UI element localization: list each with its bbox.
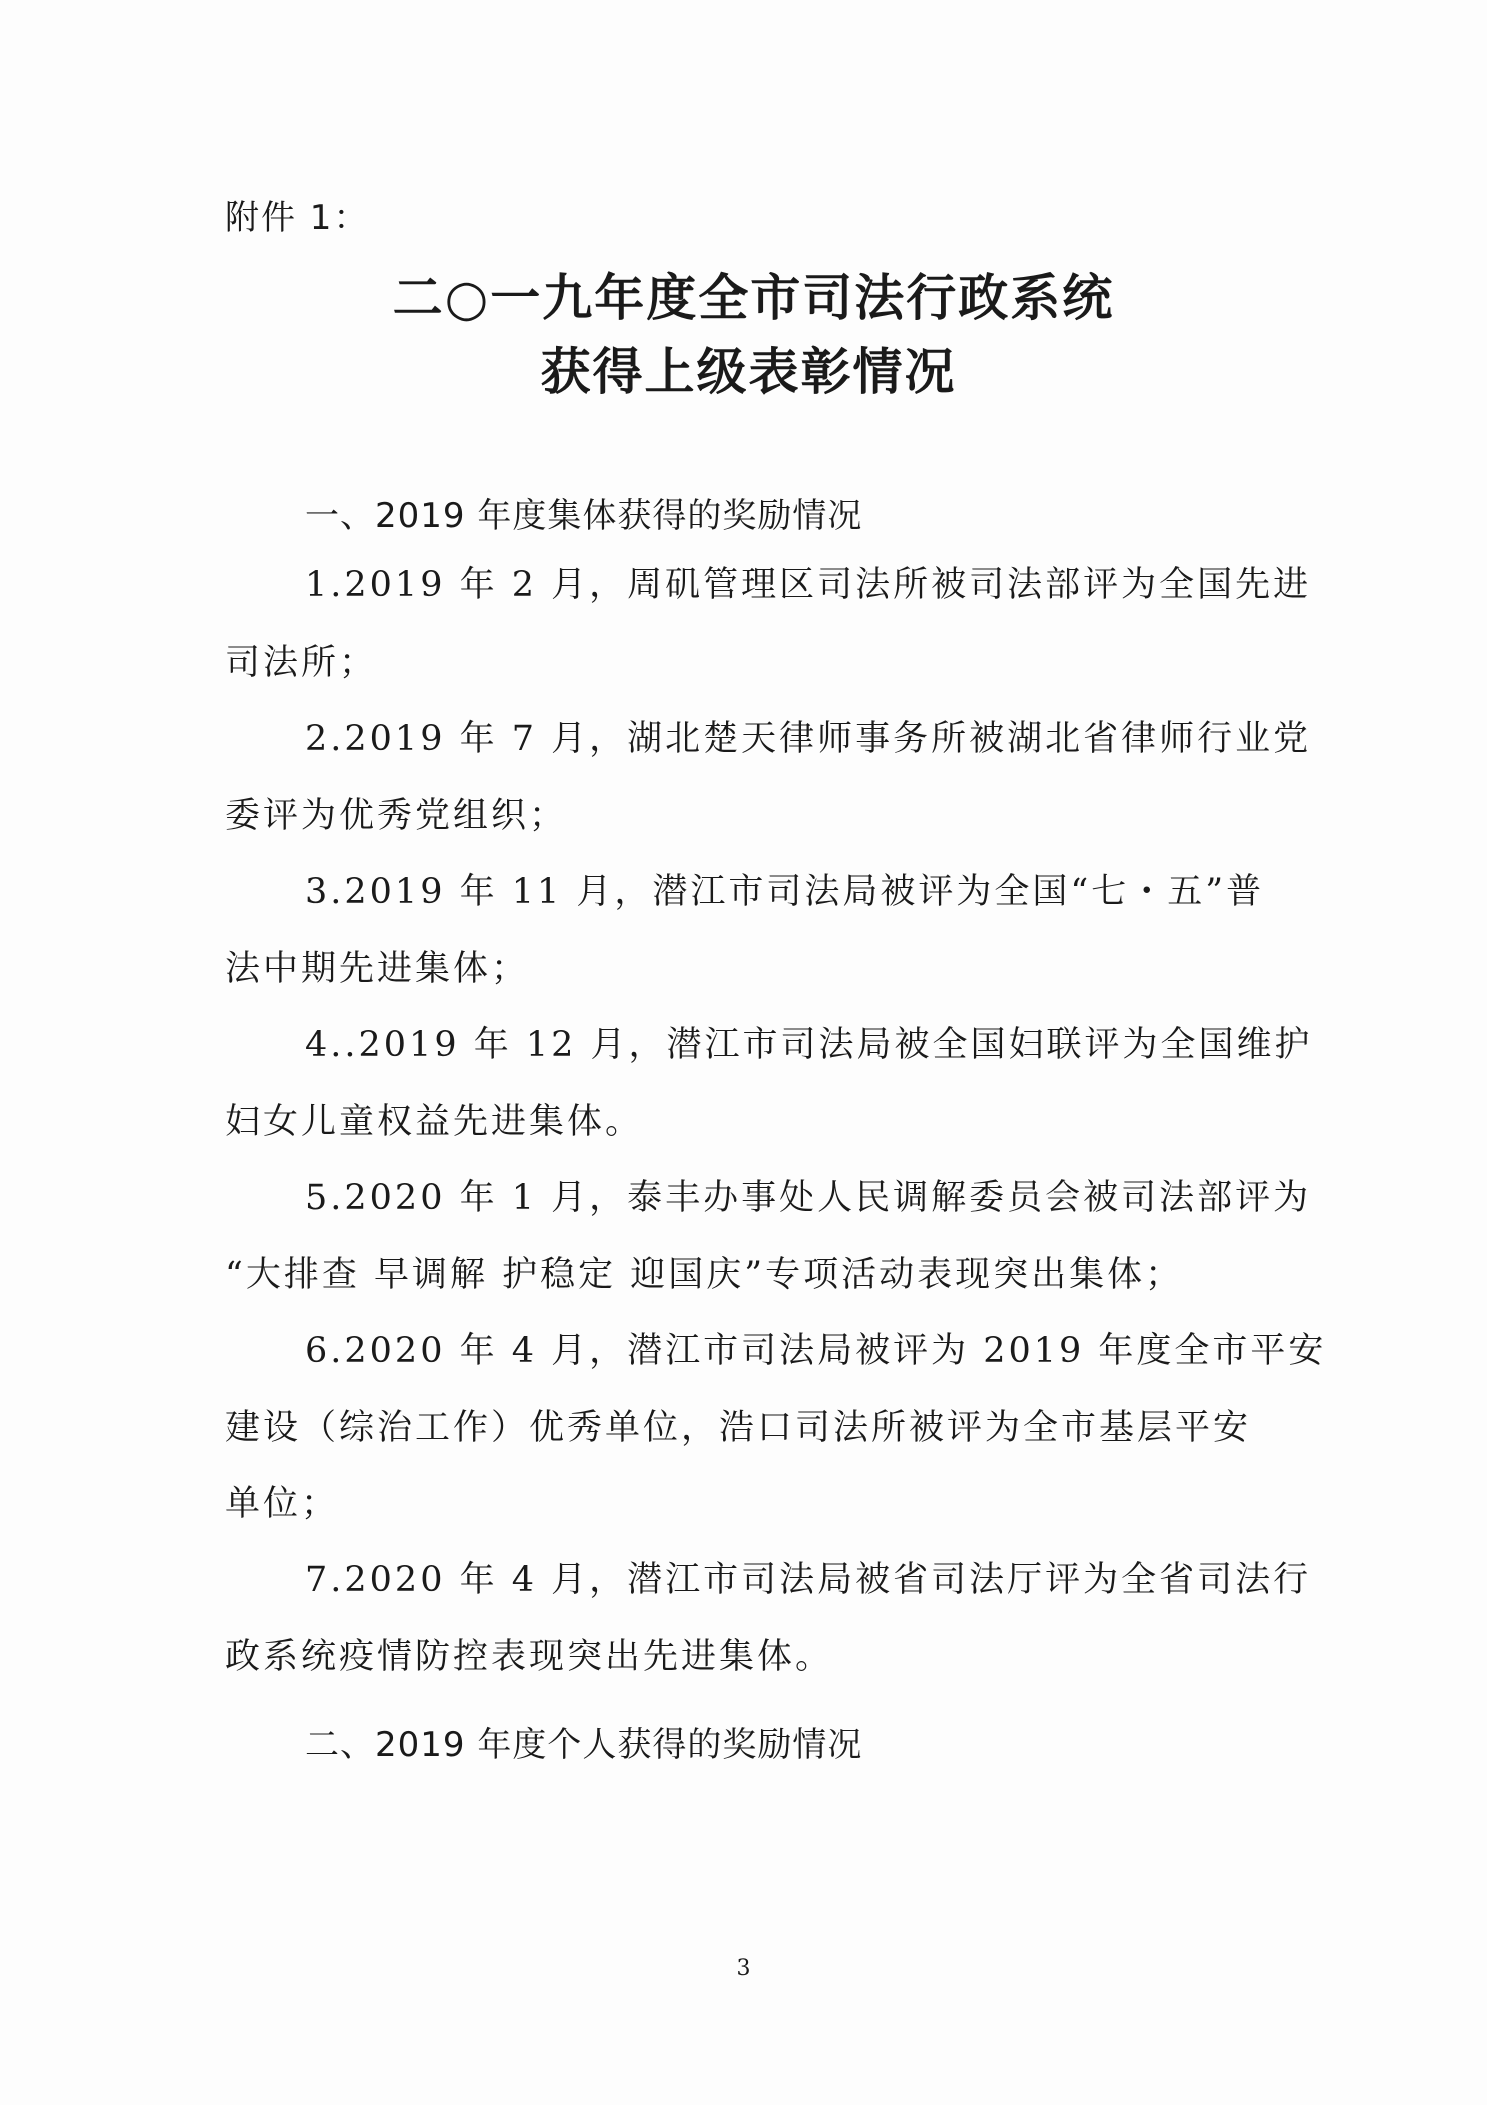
award-item-1-line-2: 司法所； (225, 643, 378, 683)
document-title-line-2: 获得上级表彰情况 (540, 343, 957, 401)
award-item-7-line-2: 政系统疫情防控表现突出先进集体。 (225, 1637, 834, 1677)
award-item-7-line-1: 7.2020 年 4 月，潜江市司法局被省司法厅评为全省司法行 (305, 1560, 1312, 1600)
award-item-6-line-3: 单位； (225, 1484, 340, 1524)
award-item-6-line-2: 建设（综治工作）优秀单位，浩口司法所被评为全市基层平安 (225, 1408, 1252, 1448)
attachment-label: 附件 1： (225, 198, 370, 238)
page-number: 3 (736, 1956, 751, 1981)
award-item-3-line-2: 法中期先进集体； (225, 949, 530, 989)
award-item-6-line-1: 6.2020 年 4 月，潜江市司法局被评为 2019 年度全市平安 (305, 1331, 1327, 1371)
document-title-line-1: 二○一九年度全市司法行政系统 (392, 269, 1115, 327)
award-item-5-line-2: “大排查 早调解 护稳定 迎国庆”专项活动表现突出集体； (225, 1255, 1184, 1295)
award-item-3-line-1: 3.2019 年 11 月，潜江市司法局被评为全国“七・五”普 (305, 872, 1265, 912)
section-heading-individual: 二、2019 年度个人获得的奖励情况 (305, 1725, 863, 1765)
award-item-4-line-2: 妇女儿童权益先进集体。 (225, 1102, 644, 1142)
award-item-1-line-1: 1.2019 年 2 月，周矶管理区司法所被司法部评为全国先进 (305, 565, 1312, 605)
award-item-2-line-1: 2.2019 年 7 月，湖北楚天律师事务所被湖北省律师行业党 (305, 719, 1312, 759)
section-heading-collective: 一、2019 年度集体获得的奖励情况 (305, 496, 863, 536)
award-item-5-line-1: 5.2020 年 1 月，泰丰办事处人民调解委员会被司法部评为 (305, 1178, 1312, 1218)
award-item-2-line-2: 委评为优秀党组织； (225, 796, 568, 836)
award-item-4-line-1: 4..2019 年 12 月，潜江市司法局被全国妇联评为全国维护 (305, 1025, 1313, 1065)
